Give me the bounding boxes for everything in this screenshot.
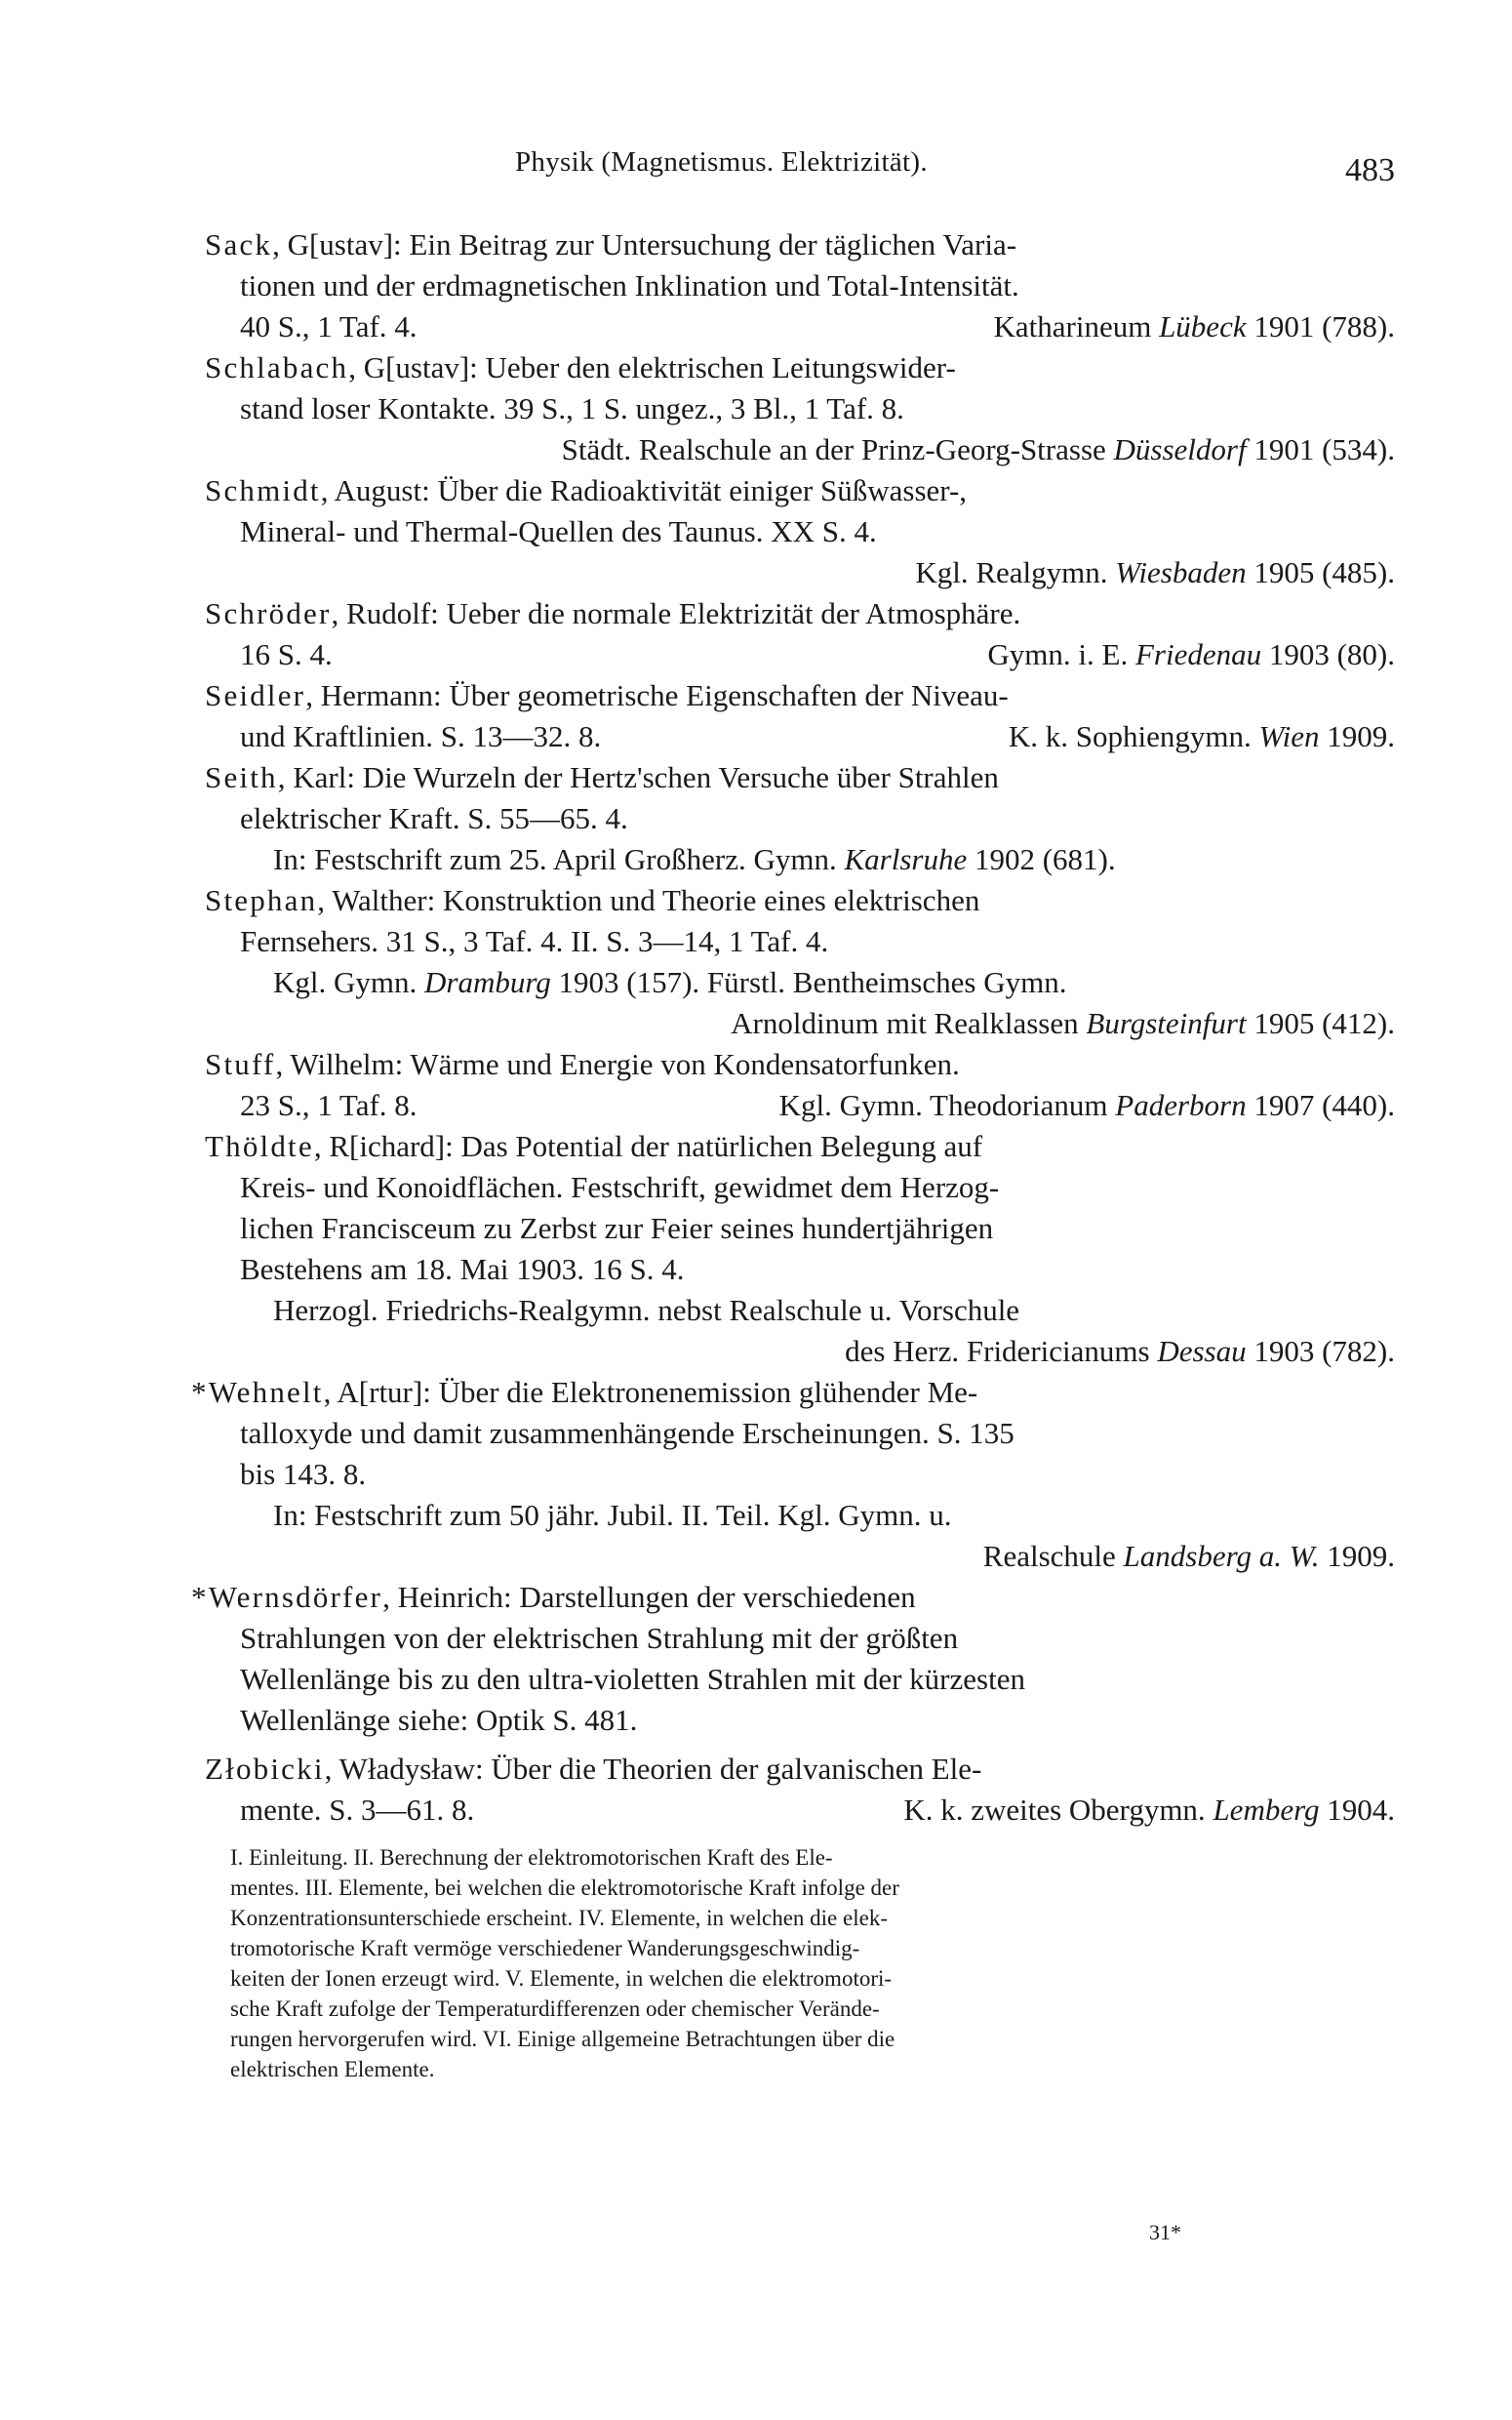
author-name: Schröder: [205, 596, 332, 630]
bibliography-entry: Thöldte, R[ichard]: Das Potential der natürlichen Belegung auf Kreis- und Konoidflächen. Festschrift, gewidmet dem Herzog- lichen Francisceum zu Zerbst zur Feier seines hundertjährigen Bestehens am 18. Mai 1903. 16 S. 4. Herzogl. Friedrichs-Realgymn. nebst Realschule u. Vorschule des Herz. Fridericianums Dessau 1903 (782).: [205, 1129, 1395, 1368]
author-name: Stephan: [205, 883, 318, 917]
bibliography-entry: Stephan, Walther: Konstruktion und Theorie eines elektrischen Fernsehers. 31 S., 3 Taf. 4. II. S. 3—14, 1 Taf. 4. Kgl. Gymn. Dramburg 1903 (157). Fürstl. Bentheimsches Gymn. Arnoldinum mit Realklassen Burgsteinfurt 1905 (412).: [205, 883, 1395, 1040]
author-name: Seidler: [205, 678, 306, 712]
author-name: Schlabach: [205, 350, 349, 384]
place-name: Wiesbaden: [1115, 555, 1247, 589]
bibliography-entry: Złobicki, Władysław: Über die Theorien der galvanischen Ele- mente. S. 3—61. 8. K. k. zweites Obergymn. Lemberg 1904.: [205, 1752, 1395, 1827]
place-name: Dessau: [1157, 1334, 1247, 1368]
footnote: I. Einleitung. II. Berechnung der elektromotorischen Kraft des Ele- mentes. III. Elemente, bei welchen die elektromotorische Kraft infolge der Konzentrationsunterschiede erscheint. IV. Elemente, in welchen die elek- tromotorische Kraft vermöge verschiedener Wanderungsgeschwindig- keiten der Ionen erzeugt wird. V. Elemente, in welchen die elektromotori- sche Kraft zufolge der Temperaturdifferenzen oder chemischer Verände- rungen hervorgerufen wird. VI. Einige allgemeine Betrachtungen über die elektrischen Elemente.: [230, 1845, 899, 2081]
place-name: Lübeck: [1159, 309, 1247, 343]
place-name: Burgsteinfurt: [1086, 1006, 1247, 1040]
bibliography-entry: Seith, Karl: Die Wurzeln der Hertz'schen Versuche über Strahlen elektrischer Kraft. S. 55—65. 4. In: Festschrift zum 25. April Großherz. Gymn. Karlsruhe 1902 (681).: [205, 760, 1116, 876]
bibliography-entry: Seidler, Hermann: Über geometrische Eigenschaften der Niveau- und Kraftlinien. S. 13—32. 8. K. k. Sophiengymn. Wien 1909.: [205, 678, 1395, 753]
place-name: Dramburg: [424, 965, 551, 999]
place-name: Landsberg a. W.: [1123, 1539, 1320, 1573]
author-name: Schmidt: [205, 473, 321, 507]
bibliography-entry: *Wehnelt, A[rtur]: Über die Elektronenemission glühender Me- talloxyde und damit zusammenhängende Erscheinungen. S. 135 bis 143. 8. In: Festschrift zum 50 jähr. Jubil. II. Teil. Kgl. Gymn. u. Realschule Landsberg a. W. 1909.: [191, 1375, 1395, 1573]
bibliography-entry: Schmidt, August: Über die Radioaktivität einiger Süßwasser-, Mineral- und Thermal-Quellen des Taunus. XX S. 4. Kgl. Realgymn. Wiesbaden 1905 (485).: [205, 473, 1395, 589]
author-name: Thöldte: [205, 1129, 314, 1163]
author-name: Sack: [205, 227, 273, 262]
place-name: Wien: [1258, 719, 1320, 753]
running-title: Physik (Magnetismus. Elektrizität).: [515, 146, 928, 178]
place-name: Paderborn: [1115, 1088, 1247, 1122]
bibliography-entry: Schröder, Rudolf: Ueber die normale Elektrizität der Atmosphäre. 16 S. 4. Gymn. i. E. Friedenau 1903 (80).: [205, 596, 1395, 671]
bibliography-entry: *Wernsdörfer, Heinrich: Darstellungen der verschiedenen Strahlungen von der elektrischen Strahlung mit der größten Wellenlänge bis zu den ultra-violetten Strahlen mit der kürzesten Wellenlänge siehe: Optik S. 481.: [191, 1580, 1025, 1737]
bibliography-entry: Schlabach, G[ustav]: Ueber den elektrischen Leitungswider- stand loser Kontakte. 39 S., 1 S. ungez., 3 Bl., 1 Taf. 8. Städt. Realschule an der Prinz-Georg-Strasse Düsseldorf 1901 (534).: [205, 350, 1395, 466]
place-name: Düsseldorf: [1113, 432, 1247, 466]
author-name: *Wernsdörfer: [191, 1580, 383, 1614]
author-name: *Wehnelt: [191, 1375, 324, 1409]
running-header: [205, 146, 1395, 195]
place-name: Karlsruhe: [844, 842, 968, 876]
page-number: 483: [1345, 152, 1395, 188]
author-name: Stuff: [205, 1047, 276, 1081]
author-name: Złobicki: [205, 1752, 325, 1786]
place-name: Friedenau: [1134, 637, 1262, 671]
bibliography-entry: Stuff, Wilhelm: Wärme und Energie von Kondensatorfunken. 23 S., 1 Taf. 8. Kgl. Gymn. Theodorianum Paderborn 1907 (440).: [205, 1047, 1395, 1122]
author-name: Seith: [205, 760, 278, 794]
bibliography-entry: Sack, G[ustav]: Ein Beitrag zur Untersuchung der täglichen Varia- tionen und der erdmagnetischen Inklination und Total-Intensität. 40 S., 1 Taf. 4. Katharineum Lübeck 1901 (788).: [205, 227, 1395, 343]
bibliography-list: [191, 224, 1395, 2084]
signature-mark: 31*: [1149, 2220, 1181, 2244]
place-name: Lemberg: [1213, 1793, 1320, 1827]
